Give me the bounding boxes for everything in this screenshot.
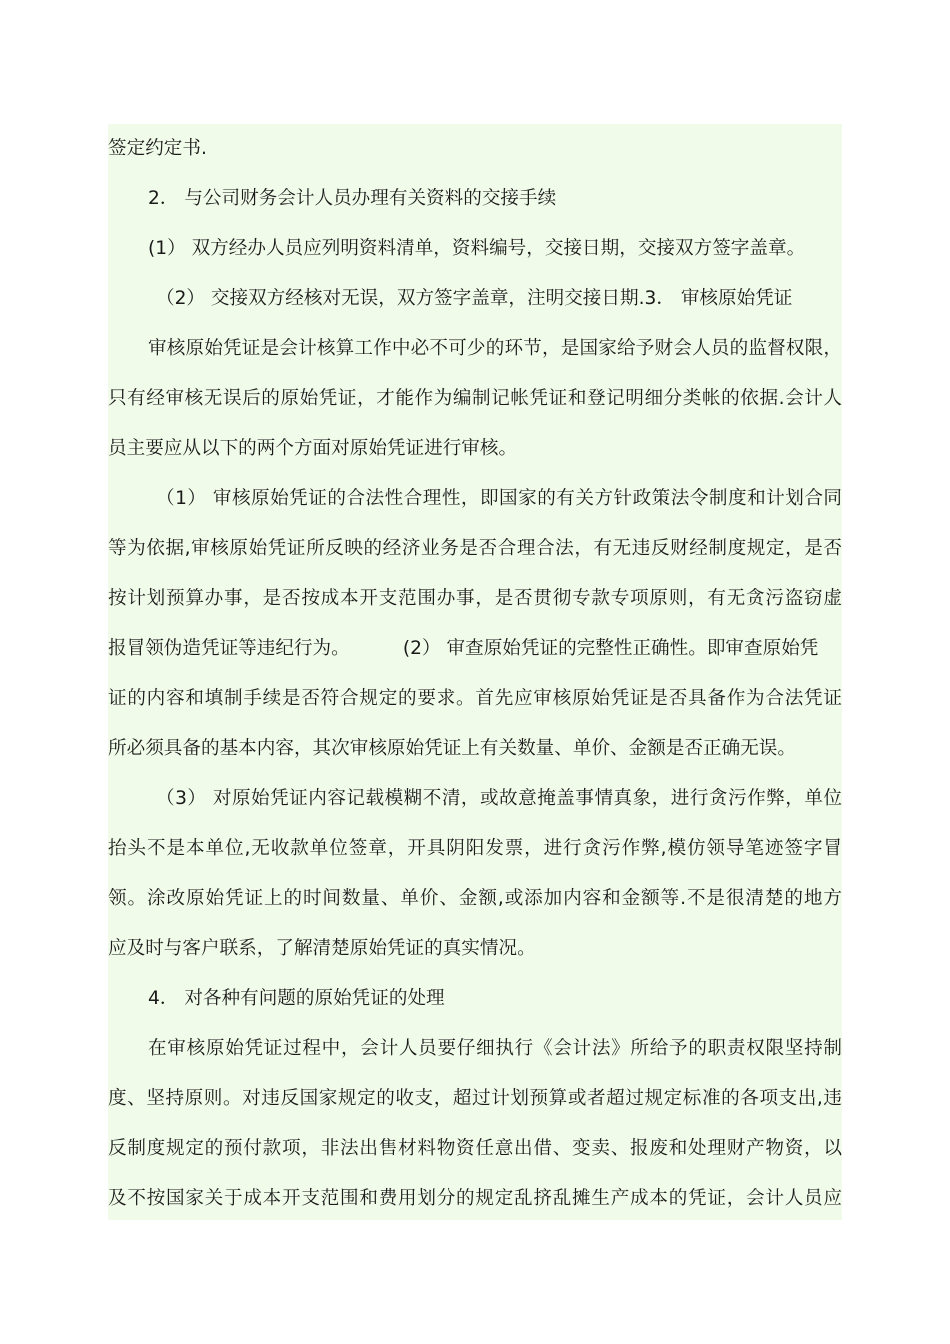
document-body [108,124,842,1220]
paragraph-line: 按计划预算办事，是否按成本开支范围办事，是否贯彻专款专项原则，有无贪污盗窃虚 [108,588,842,609]
paragraph-line: 审核原始凭证是会计核算工作中必不可少的环节，是国家给予财会人员的监督权限， [148,338,842,359]
paragraph-line: （3） 对原始凭证内容记载模糊不清，或故意掩盖事情真象，进行贪污作弊，单位 [156,788,842,809]
text-line-1: 签定约定书. [108,138,207,159]
paragraph-line: 抬头不是本单位,无收款单位签章，开具阴阳发票，进行贪污作弊,模仿领导笔迹签字冒 [108,838,842,859]
paragraph-line: 证的内容和填制手续是否符合规定的要求。首先应审核原始凭证是否具备作为合法凭证 [108,688,842,709]
paragraph-line: 领。涂改原始凭证上的时间数量、单价、金额,或添加内容和金额等.不是很清楚的地方 [108,888,842,909]
paragraph-line: 等为依据,审核原始凭证所反映的经济业务是否合理合法，有无违反财经制度规定，是否 [108,538,842,559]
paragraph-line: 报冒领伪造凭证等违纪行为。 (2） 审查原始凭证的完整性正确性。即审查原始凭 [108,638,819,659]
paragraph-line: 反制度规定的预付款项，非法出售材料物资任意出借、变卖、报废和处理财产物资，以 [108,1138,842,1159]
paragraph-line: （1） 审核原始凭证的合法性合理性，即国家的有关方针政策法令制度和计划合同 [156,488,842,509]
paragraph-line: 只有经审核无误后的原始凭证，才能作为编制记帐凭证和登记明细分类帐的依据.会计人 [108,388,842,409]
paragraph-line: 所必须具备的基本内容，其次审核原始凭证上有关数量、单价、金额是否正确无误。 [108,738,796,759]
section-heading-2: 2． 与公司财务会计人员办理有关资料的交接手续 [148,188,557,209]
list-item-2: （2） 交接双方经核对无误，双方签字盖章，注明交接日期.3． 审核原始凭证 [156,288,793,309]
paragraph-line: 员主要应从以下的两个方面对原始凭证进行审核。 [108,438,518,459]
paragraph-line: 应及时与客户联系，了解清楚原始凭证的真实情况。 [108,938,536,959]
paragraph-line: 在审核原始凭证过程中，会计人员要仔细执行《会计法》所给予的职责权限坚持制 [148,1038,842,1059]
list-item-1: (1） 双方经办人员应列明资料清单，资料编号，交接日期，交接双方签字盖章。 [148,238,806,259]
section-heading-4: 4． 对各种有问题的原始凭证的处理 [148,988,445,1009]
paragraph-line: 度、坚持原则。对违反国家规定的收支，超过计划预算或者超过规定标准的各项支出,违 [108,1088,842,1109]
paragraph-line: 及不按国家关于成本开支范围和费用划分的规定乱挤乱摊生产成本的凭证，会计人员应 [108,1188,842,1209]
